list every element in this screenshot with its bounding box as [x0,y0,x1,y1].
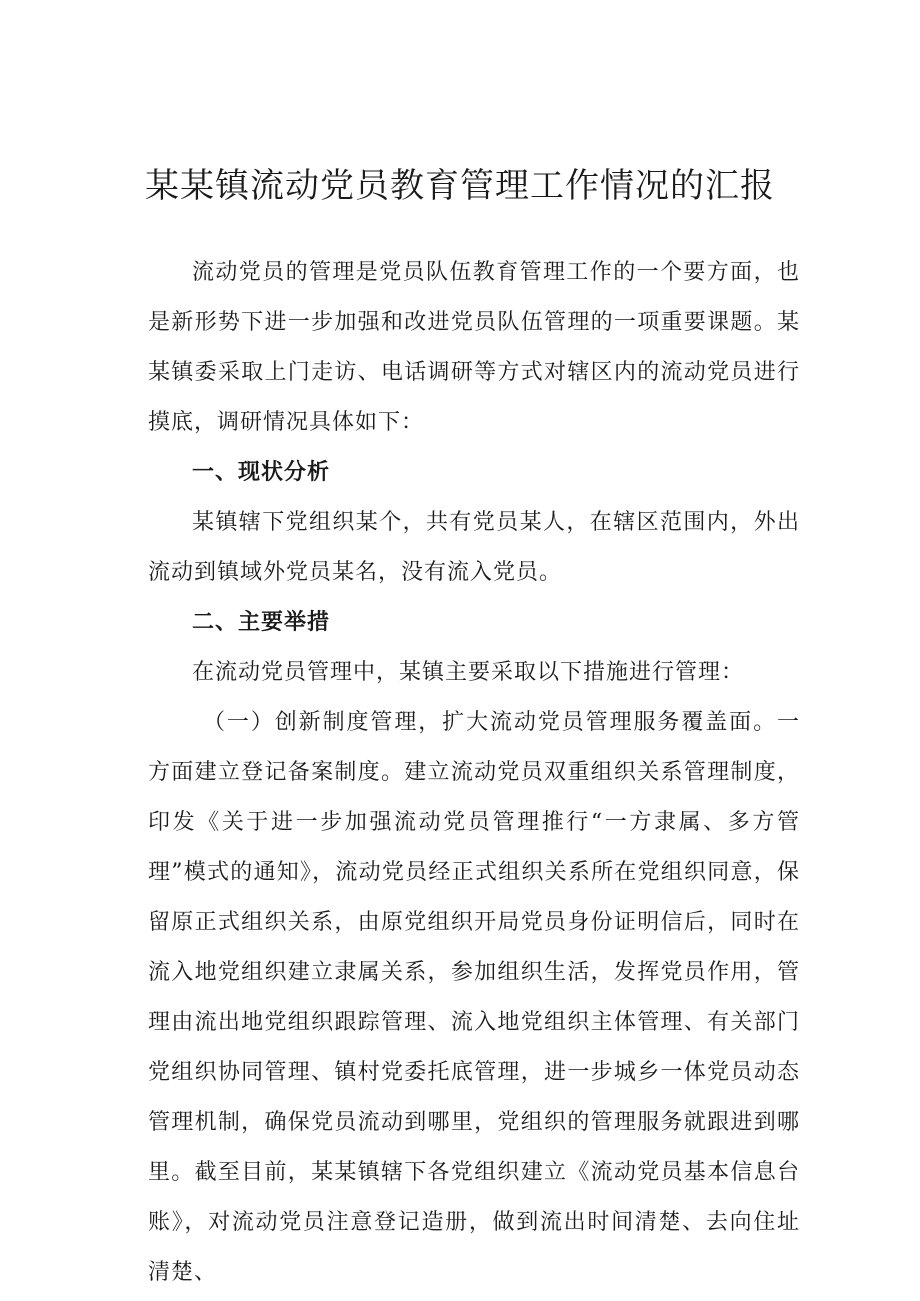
measure-item-1-paragraph: （一）创新制度管理，扩大流动党员管理服务覆盖面。一方面建立登记备案制度。建立流动党员双重组织关系管理制度，印发《关于进一步加强流动党员管理推行“一方隶属、多方管理”模式的通知》，流动党员经正式组织关系所在党组织同意，保留原正式组织关系，由原党组织开局党员身份证明信后，同时在流入地党组织建立隶属关系，参加组织生活，发挥党员作用，管理由流出地党组织跟踪管理、流入地党组织主体管理、有关部门党组织协同管理、镇村党委托底管理，进一步城乡一体党员动态管理机制，确保党员流动到哪里，党组织的管理服务就跟进到哪里。截至目前，某某镇辖下各党组织建立《流动党员基本信息台账》，对流动党员注意登记造册，做到流出时间清楚、去向住址清楚、 [148,710,800,1285]
intro-paragraph: 流动党员的管理是党员队伍教育管理工作的一个要方面，也是新形势下进一步加强和改进党员队伍管理的一项重要课题。某某镇委采取上门走访、电话调研等方式对辖区内的流动党员进行摸底，调研情况具体如下： [148,260,800,435]
document-body [148,248,800,1298]
status-paragraph: 某镇辖下党组织某个，共有党员某人，在辖区范围内，外出流动到镇域外党员某名，没有流入党员。 [148,510,800,585]
document-title: 某某镇流动党员教育管理工作情况的汇报 [145,166,775,206]
section-heading-status: 一、现状分析 [192,460,331,485]
measures-intro-paragraph: 在流动党员管理中，某镇主要采取以下措施进行管理： [192,660,745,685]
section-heading-measures: 二、主要举措 [192,610,331,635]
